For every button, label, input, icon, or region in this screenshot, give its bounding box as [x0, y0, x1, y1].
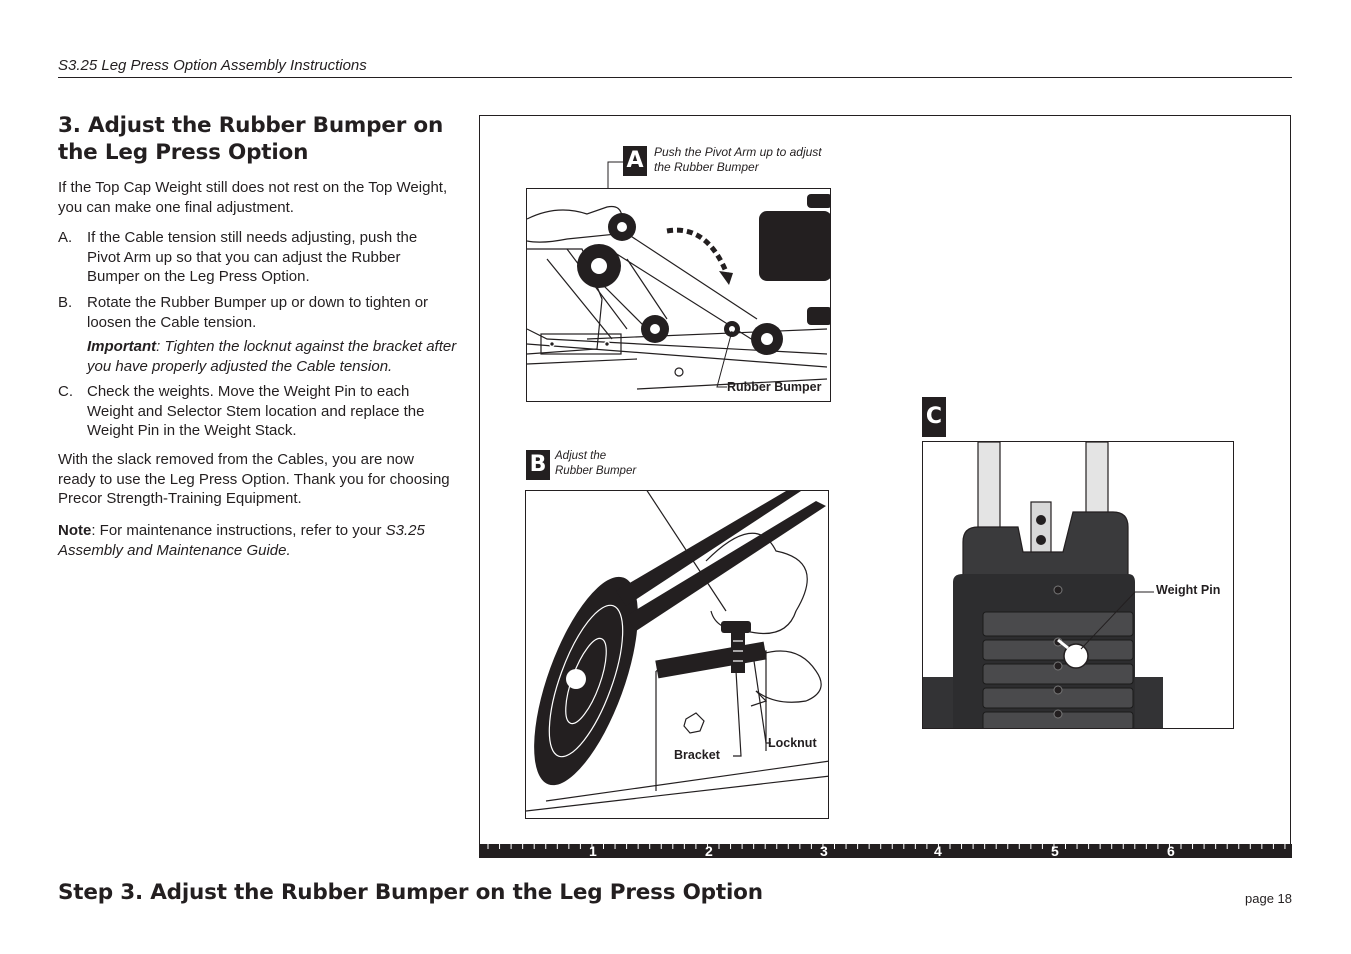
- locknut-callout: Locknut: [768, 736, 817, 750]
- bracket-callout: Bracket: [674, 748, 720, 762]
- ruler-number: 1: [589, 843, 597, 859]
- step-text: Check the weights. Move the Weight Pin to each Weight and Selector Stem location and replace the Weight Pin in the Weight Stack.: [87, 383, 425, 439]
- step-letter: A.: [58, 229, 73, 246]
- rubber-bumper-callout: Rubber Bumper: [727, 380, 822, 394]
- panel-a-illustration: [526, 188, 831, 402]
- closing-paragraph: With the slack removed from the Cables, you are now ready to use the Leg Press Option. Thank you for choosing Precor Strength-Training Equipment.: [58, 451, 450, 507]
- ruler-number: 3: [820, 843, 828, 859]
- note-label: Note: [58, 522, 92, 539]
- step-a: [58, 228, 454, 287]
- note-paragraph: [58, 521, 454, 560]
- footer-step-title: Step 3. Adjust the Rubber Bumper on the Leg Press Option: [58, 880, 763, 905]
- panel-b-badge: B: [526, 450, 550, 480]
- panel-b-caption-line2: Rubber Bumper: [555, 465, 637, 477]
- section-title: 3. Adjust the Rubber Bumper on the Leg Press Option: [58, 113, 444, 165]
- intro-paragraph: If the Top Cap Weight still does not rest on the Top Weight, you can make one final adjustment.: [58, 179, 448, 216]
- figure-ruler: [479, 844, 1292, 858]
- panel-a-badge: A: [623, 146, 647, 176]
- ruler-number: 4: [934, 843, 942, 859]
- ruler-number: 5: [1051, 843, 1059, 859]
- step-text: If the Cable tension still needs adjusting, push the Pivot Arm up so that you can adjust the Rubber Bumper on the Leg Press Option.: [87, 229, 418, 285]
- important-text: : Tighten the locknut against the bracket after you have properly adjusted the Cable tension.: [87, 338, 457, 375]
- rubber-bumper-closeup-illustration: [526, 491, 829, 819]
- pivot-arm-illustration: [527, 189, 831, 402]
- weight-pin-callout: Weight Pin: [1156, 583, 1221, 597]
- ruler-number: 2: [705, 843, 713, 859]
- panel-a-caption: [654, 145, 822, 175]
- important-note: [87, 337, 457, 376]
- header-rule: [58, 77, 1292, 78]
- step-c: [58, 382, 454, 441]
- note-guide-title: S3.25 Assembly and Maintenance Guide.: [58, 522, 425, 559]
- document-header-title: S3.25 Leg Press Option Assembly Instructions: [58, 57, 367, 74]
- ruler-number: 6: [1167, 843, 1175, 859]
- panel-b-illustration: [525, 490, 829, 819]
- important-label: Important: [87, 338, 157, 355]
- step-letter: C.: [58, 383, 73, 400]
- note-text: : For maintenance instructions, refer to your: [91, 522, 386, 539]
- step-b: [58, 293, 454, 332]
- panel-a-caption-line2: the Rubber Bumper: [654, 160, 759, 174]
- step-letter: B.: [58, 294, 73, 311]
- step-text: Rotate the Rubber Bumper up or down to tighten or loosen the Cable tension.: [87, 294, 429, 331]
- page-number: page 18: [1245, 891, 1292, 906]
- panel-a-caption-line1: Push the Pivot Arm up to adjust: [654, 145, 822, 159]
- panel-b-caption-line1: Adjust the: [555, 450, 607, 462]
- panel-b-caption: [555, 449, 636, 479]
- panel-c-badge: C: [922, 397, 946, 437]
